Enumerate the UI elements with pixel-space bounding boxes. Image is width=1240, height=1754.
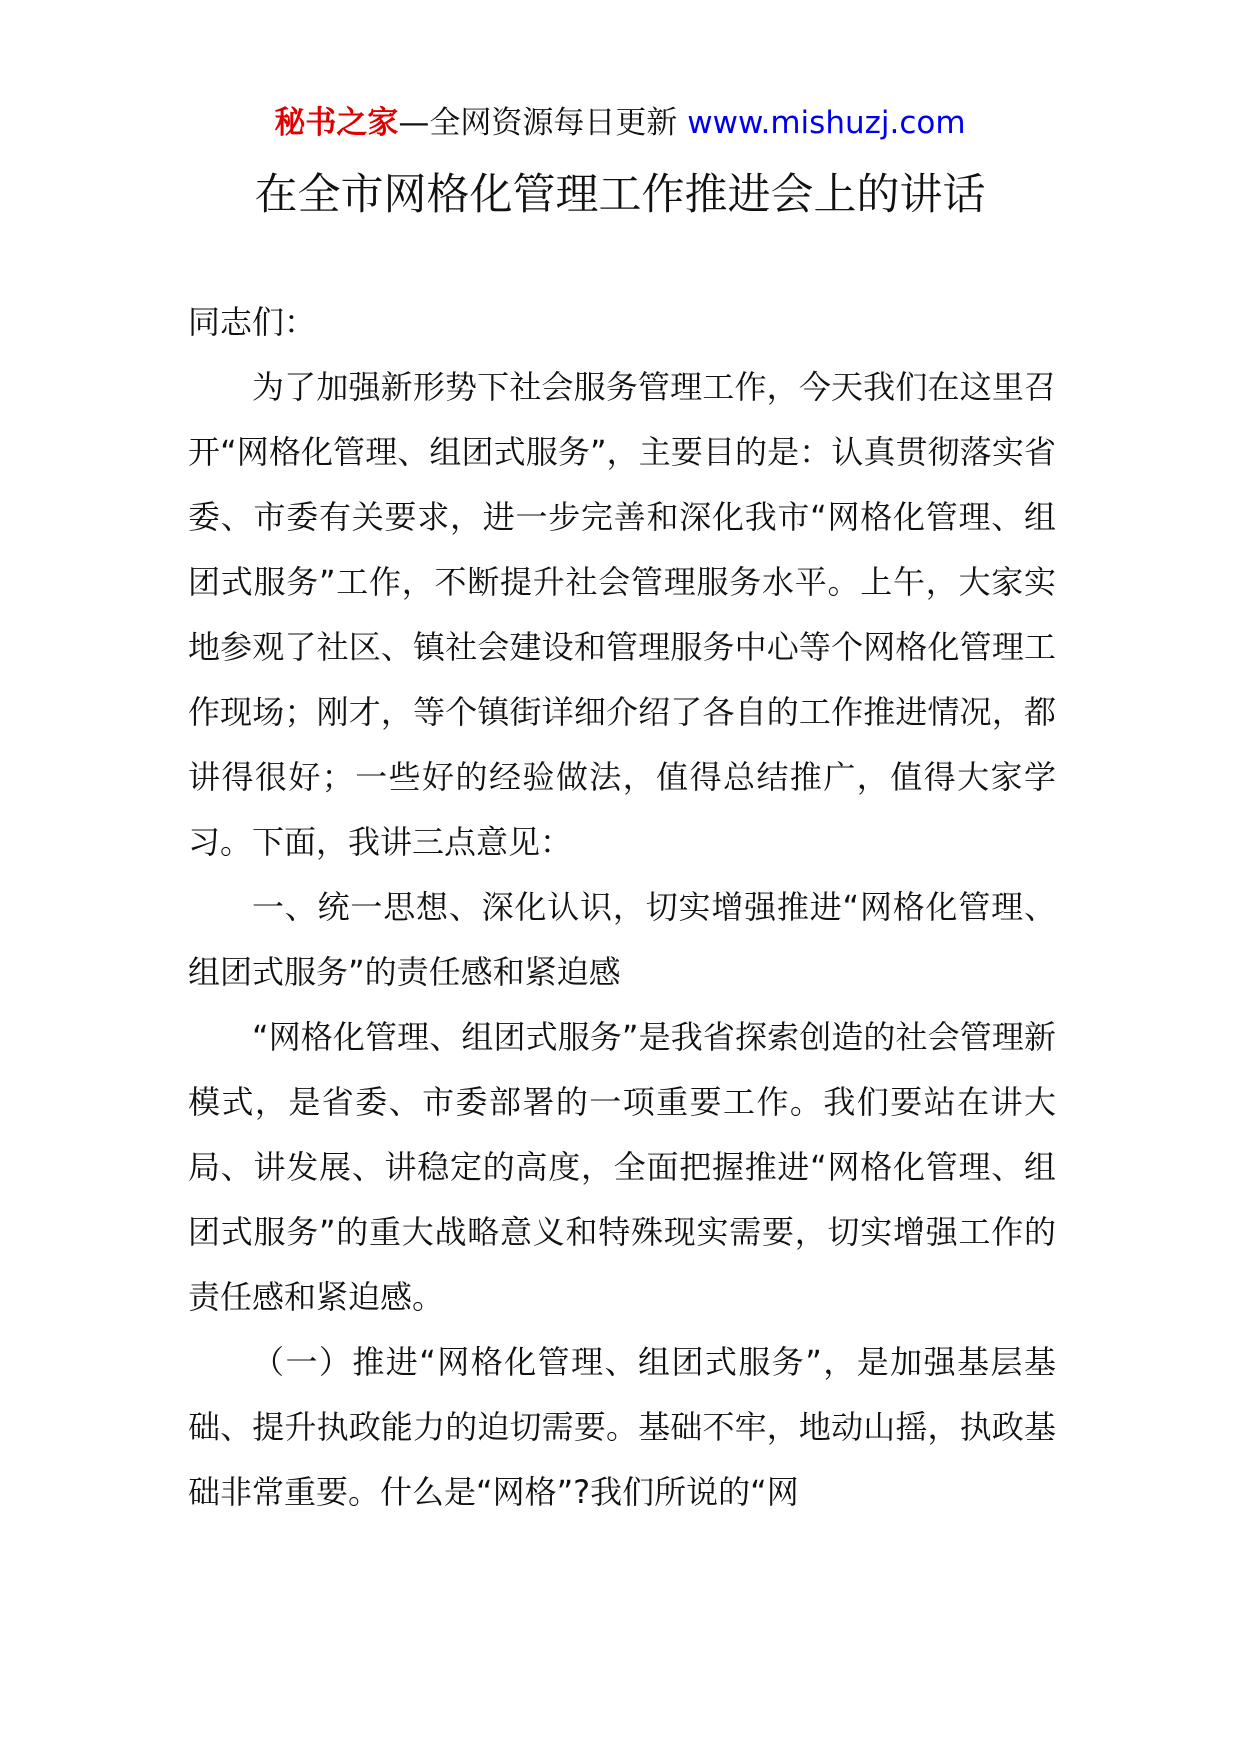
paragraph-subsection-1: （一）推进“网格化管理、组团式服务”，是加强基层基础、提升执政能力的迫切需要。基础不牢，地动山摇，执政基础非常重要。什么是“网格”?我们所说的“网 [188,1343,1056,1511]
paragraph-section-1: “网格化管理、组团式服务”是我省探索创造的社会管理新模式，是省委、市委部署的一项重要工作。我们要站在讲大局、讲发展、讲稳定的高度，全面把握推进“网格化管理、组团式服务”的重大战略意义和特殊现实需要，切实增强工作的责任感和紧迫感。 [188,1018,1056,1316]
paragraph-intro: 为了加强新形势下社会服务管理工作，今天我们在这里召开“网格化管理、组团式服务”，主要目的是：认真贯彻落实省委、市委有关要求，进一步完善和深化我市“网格化管理、组团式服务”工作，不断提升社会管理服务水平。上午，大家实地参观了社区、镇社会建设和管理服务中心等个网格化管理工作现场；刚才，等个镇街详细介绍了各自的工作推进情况，都讲得很好；一些好的经验做法，值得总结推广，值得大家学习。下面，我讲三点意见： [188,368,1056,861]
document-body [188,290,1056,1525]
document-title: 在全市网格化管理工作推进会上的讲话 [254,170,986,220]
site-header [0,100,1240,146]
site-brand: 秘书之家 [274,105,399,141]
section-heading-1: 一、统一思想、深化认识，切实增强推进“网格化管理、组团式服务”的责任感和紧迫感 [188,888,1056,991]
site-tagline: —全网资源每日更新 [398,105,688,141]
site-url-link[interactable]: www.mishuzj.com [687,105,966,141]
salutation: 同志们： [188,303,317,341]
